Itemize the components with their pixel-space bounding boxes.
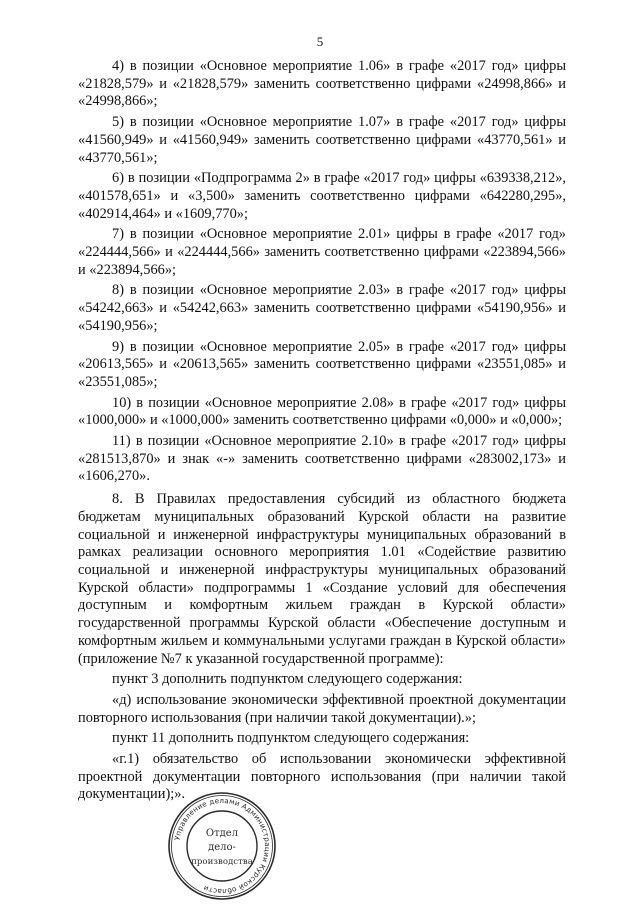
paragraph-subpoint-d: «д) использование экономически эффективной проектной документации повторного использования (при наличии такой документации).»;: [78, 691, 566, 726]
paragraph-item-9: 9) в позиции «Основное мероприятие 2.05» в графе «2017 год» цифры «20613,565» и «20613,565» заменить соответственно цифрами «23551,085» и «23551,085»;: [78, 338, 566, 390]
document-body: [78, 58, 566, 807]
paragraph-point-11: пункт 11 дополнить подпунктом следующего содержания:: [112, 730, 470, 747]
page-number: 5: [316, 34, 324, 49]
paragraph-item-8: 8) в позиции «Основное мероприятие 2.03» в графе «2017 год» цифры «54242,663» и «54242,663» заменить соответственно цифрами «54190,956» и «54190,956»;: [78, 282, 566, 334]
paragraph-item-4: 4) в позиции «Основное мероприятие 1.06» в графе «2017 год» цифры «21828,579» и «21828,579» заменить соответственно цифрами «24998,866» и «24998,866»;: [78, 58, 566, 110]
paragraph-item-6: 6) в позиции «Подпрограмма 2» в графе «2017 год» цифры «639338,212», «401578,651» и «3,500» заменить соответственно цифрами «642280,295», «402914,464» и «1609,770»;: [78, 170, 566, 222]
paragraph-item-11: 11) в позиции «Основное мероприятие 2.10» в графе «2017 год» цифры «281513,870» и знак «-» заменить соответственно цифрами «283002,173» и «1606,270».: [78, 433, 566, 485]
paragraph-item-10: 10) в позиции «Основное мероприятие 2.08» в графе «2017 год» цифры «1000,000» и «1000,000» заменить соответственно цифрами «0,000» и «0,000»;: [78, 394, 566, 429]
stamp-ring-text: Управление делами Администрации Курской области: [172, 795, 273, 897]
paragraph-item-5: 5) в позиции «Основное мероприятие 1.07» в графе «2017 год» цифры «41560,949» и «41560,949» заменить соответственно цифрами «43770,561» и «43770,561»;: [78, 114, 566, 166]
paragraph-subpoint-g1: «г.1) обязательство об использовании экономически эффективной проектной документации повторного использования (при наличии такой документации);».: [78, 751, 566, 803]
stamp-line-2: дело-: [208, 842, 236, 853]
stamp-line-3: производства: [191, 857, 253, 867]
stamp-seal-icon: [166, 790, 278, 902]
paragraph-item-7: 7) в позиции «Основное мероприятие 2.01» цифры в графе «2017 год» «224444,566» и «224444,566» заменить соответственно цифрами «223894,566» и «223894,566»;: [78, 226, 566, 278]
paragraph-section-8: 8. В Правилах предоставления субсидий из областного бюджета бюджетам муниципальных образований Курской области на развитие социальной и инженерной инфраструктуры муниципальных образований в рамках реализации основного мероприятия 1.01 «Содействие развитию социальной и инженерной инфраструктуры муниципальных образований Курской области» подпрограммы 1 «Создание условий для обеспечения доступным и комфортным жильем граждан в Курской области» государственной программы Курской области «Обеспечение доступным и комфортным жильем и коммунальными услугами граждан в Курской области» (приложение №7 к указанной государственной программе):: [78, 491, 566, 667]
paragraph-point-3: пункт 3 дополнить подпунктом следующего содержания:: [112, 671, 463, 688]
office-stamp: [166, 790, 278, 902]
stamp-line-1: Отдел: [205, 828, 239, 839]
